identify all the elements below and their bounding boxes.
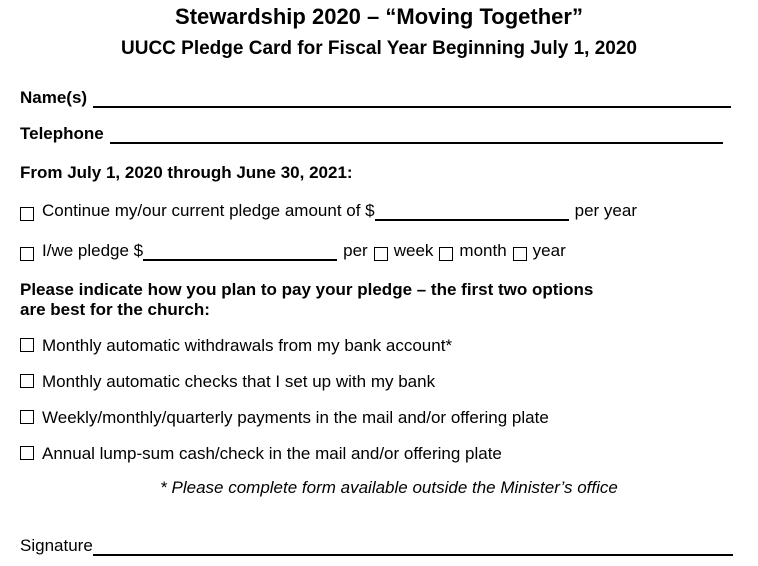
payment-option-label: Annual lump-sum cash/check in the mail and/or offering plate — [42, 444, 502, 463]
new-pledge-label: I/we pledge $ — [42, 241, 144, 260]
telephone-label: Telephone — [20, 124, 104, 143]
continue-suffix: per year — [574, 201, 638, 220]
continue-pledge-checkbox[interactable] — [20, 207, 34, 221]
week-label: week — [393, 241, 434, 260]
continue-pledge-row — [20, 201, 637, 221]
signature-field[interactable] — [93, 538, 733, 556]
payment-option-checkbox[interactable] — [20, 410, 34, 424]
telephone-row — [20, 124, 723, 144]
form-subtitle: UUCC Pledge Card for Fiscal Year Beginning July 1, 2020 — [121, 38, 637, 59]
payment-option-label: Monthly automatic checks that I set up with my bank — [42, 372, 436, 391]
new-pledge-checkbox[interactable] — [20, 247, 34, 261]
payment-option-checkbox[interactable] — [20, 338, 34, 352]
year-checkbox[interactable] — [513, 247, 527, 261]
payment-heading-line2: are best for the church: — [20, 300, 210, 319]
payment-heading-line1: Please indicate how you plan to pay your pledge – the first two options — [20, 280, 594, 299]
form-title: Stewardship 2020 – “Moving Together” — [175, 4, 583, 29]
payment-option-checkbox[interactable] — [20, 446, 34, 460]
payment-option — [20, 336, 452, 356]
year-label: year — [532, 241, 566, 260]
new-pledge-row — [20, 241, 566, 261]
names-label: Name(s) — [20, 88, 88, 107]
per-label: per — [343, 241, 368, 260]
signature-row — [20, 536, 733, 556]
payment-option-label: Weekly/monthly/quarterly payments in the mail and/or offering plate — [42, 408, 549, 427]
payment-option-checkbox[interactable] — [20, 374, 34, 388]
names-row — [20, 88, 731, 108]
footnote: * Please complete form available outside the Minister’s office — [160, 478, 618, 497]
payment-option — [20, 408, 549, 428]
payment-option-label: Monthly automatic withdrawals from my bank account* — [42, 336, 453, 355]
month-checkbox[interactable] — [439, 247, 453, 261]
week-checkbox[interactable] — [374, 247, 388, 261]
payment-option — [20, 444, 502, 464]
new-pledge-amount-field[interactable] — [143, 243, 337, 261]
telephone-field[interactable] — [110, 126, 723, 144]
continue-amount-field[interactable] — [375, 203, 569, 221]
period-heading: From July 1, 2020 through June 30, 2021: — [20, 163, 353, 182]
continue-pledge-label: Continue my/our current pledge amount of $ — [42, 201, 375, 220]
month-label: month — [459, 241, 507, 260]
payment-option — [20, 372, 435, 392]
signature-label: Signature — [20, 536, 93, 555]
names-field[interactable] — [93, 90, 731, 108]
